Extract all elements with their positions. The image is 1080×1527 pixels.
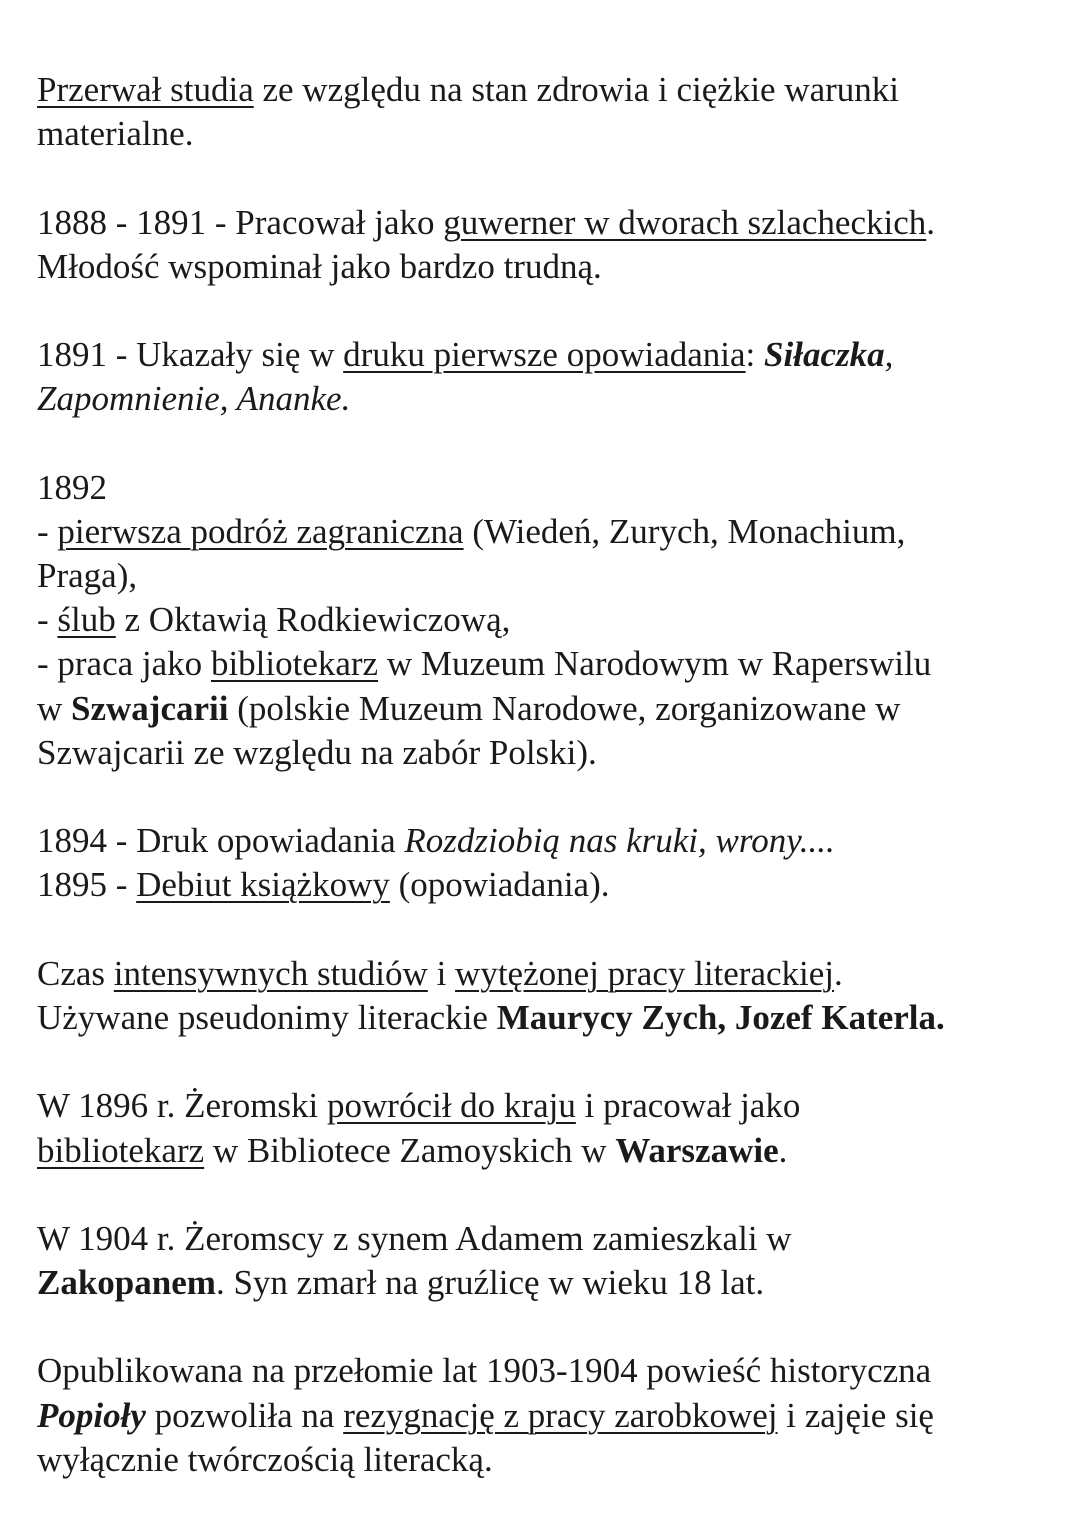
paragraph	[37, 201, 945, 289]
emphasized-text: Zapomnienie, Ananke.	[37, 379, 351, 419]
text-line	[37, 952, 945, 996]
paragraph	[37, 1217, 945, 1305]
text-line	[37, 554, 945, 598]
text-segment: pozwoliła na	[145, 1395, 344, 1435]
text-segment: Szwajcarii ze względu na zabór Polski).	[37, 732, 597, 772]
text-segment: ze względu na stan zdrowia i ciężkie warunki	[253, 70, 900, 109]
emphasized-text: Maurycy Zych, Jozef Katerla.	[496, 997, 945, 1037]
text-line	[37, 598, 945, 642]
emphasized-text: Szwajcarii	[71, 688, 229, 728]
text-segment: w Muzeum Narodowym w Raperswilu	[378, 644, 932, 684]
text-segment: Czas	[37, 953, 114, 993]
underlined-text: intensywnych studiów	[113, 953, 428, 993]
paragraph-gap	[37, 1305, 945, 1349]
text-segment: 1895 -	[37, 865, 137, 905]
text-segment: .	[926, 202, 936, 242]
text-line	[37, 687, 945, 731]
text-line	[37, 112, 945, 156]
text-segment: w	[37, 688, 72, 728]
text-segment: -	[37, 511, 58, 551]
text-segment: 1891 - Ukazały się w	[37, 335, 344, 375]
underlined-text: rezygnację z pracy zarobkowej	[343, 1395, 778, 1435]
text-segment: i zajęie się	[777, 1395, 934, 1435]
text-line	[37, 1129, 945, 1173]
text-line	[37, 1349, 945, 1393]
text-line	[37, 1217, 945, 1261]
underlined-text: pierwsza podróż zagraniczna	[57, 511, 464, 551]
paragraph	[37, 466, 945, 775]
emphasized-text: Siłaczka	[764, 335, 885, 375]
text-line	[37, 245, 945, 289]
paragraph-gap	[37, 1040, 945, 1084]
text-segment: i pracował jako	[575, 1086, 801, 1126]
underlined-text: bibliotekarz	[37, 1130, 205, 1170]
text-segment: 1888 - 1891 - Pracował jako	[37, 202, 444, 242]
text-segment: Używane pseudonimy literackie	[37, 997, 497, 1037]
paragraph-gap	[37, 422, 945, 466]
text-line	[37, 1084, 945, 1128]
text-line	[37, 68, 945, 112]
paragraph	[37, 68, 945, 156]
paragraph-gap	[37, 289, 945, 333]
text-segment: .	[778, 1130, 788, 1170]
underlined-text: powrócił do kraju	[327, 1086, 576, 1126]
underlined-text: bibliotekarz	[210, 644, 379, 684]
text-segment: W 1896 r. Żeromski	[37, 1086, 328, 1126]
underlined-text: guwerner w dworach szlacheckich	[443, 202, 927, 242]
emphasized-text: Rozdziobią nas kruki, wrony....	[404, 821, 835, 861]
paragraph	[37, 952, 945, 1040]
emphasized-text: Warszawie	[615, 1130, 779, 1170]
text-line	[37, 731, 945, 775]
text-line	[37, 1394, 945, 1438]
paragraph	[37, 819, 945, 907]
text-segment: wyłącznie twórczością literacką.	[37, 1439, 493, 1479]
paragraph	[37, 1349, 945, 1482]
text-line	[37, 819, 945, 863]
text-line	[37, 863, 945, 907]
text-line	[37, 201, 945, 245]
text-segment: Praga),	[37, 556, 138, 596]
paragraph	[37, 1084, 945, 1172]
text-segment: :	[745, 335, 765, 375]
underlined-text: wytężonej pracy literackiej	[455, 953, 835, 993]
text-line	[37, 333, 945, 377]
underlined-text: ślub	[57, 600, 116, 640]
text-segment: (opowiadania).	[389, 865, 610, 905]
text-segment: 1894 - Druk opowiadania	[37, 821, 405, 861]
text-segment: Opublikowana na przełomie lat 1903-1904 powieść historyczna	[37, 1351, 932, 1391]
paragraph-gap	[37, 775, 945, 819]
text-line	[37, 1438, 945, 1482]
underlined-text: Przerwał studia	[37, 70, 254, 109]
underlined-text: Debiut książkowy	[136, 865, 390, 905]
paragraph	[37, 333, 945, 421]
text-segment: z Oktawią Rodkiewiczową,	[115, 600, 511, 640]
text-segment: -	[37, 600, 58, 640]
emphasized-text: Zakopanem	[37, 1263, 216, 1303]
underlined-text: druku pierwsze opowiadania	[343, 335, 746, 375]
text-segment: i	[427, 953, 456, 993]
text-segment: materialne.	[37, 114, 194, 154]
paragraph-gap	[37, 156, 945, 200]
document-body	[37, 68, 945, 1482]
text-line	[37, 377, 945, 421]
text-segment: W 1904 r. Żeromscy z synem Adamem zamieszkali w	[37, 1218, 792, 1258]
text-segment: . Syn zmarł na gruźlicę w wieku 18 lat.	[215, 1263, 765, 1303]
emphasized-text: Popioły	[37, 1395, 146, 1435]
text-segment: Młodość wspominał jako bardzo trudną.	[37, 246, 602, 286]
text-line	[37, 996, 945, 1040]
text-segment: (polskie Muzeum Narodowe, zorganizowane w	[228, 688, 901, 728]
text-line	[37, 642, 945, 686]
emphasized-text: ,	[884, 335, 894, 375]
text-segment: w Bibliotece Zamoyskich w	[204, 1130, 616, 1170]
text-segment: 1892	[37, 467, 107, 507]
text-segment: (Wiedeń, Zurych, Monachium,	[463, 511, 906, 551]
text-line	[37, 466, 945, 510]
paragraph-gap	[37, 1173, 945, 1217]
text-line	[37, 1261, 945, 1305]
text-line	[37, 510, 945, 554]
text-segment: .	[834, 953, 843, 993]
text-segment: - praca jako	[37, 644, 211, 684]
paragraph-gap	[37, 908, 945, 952]
